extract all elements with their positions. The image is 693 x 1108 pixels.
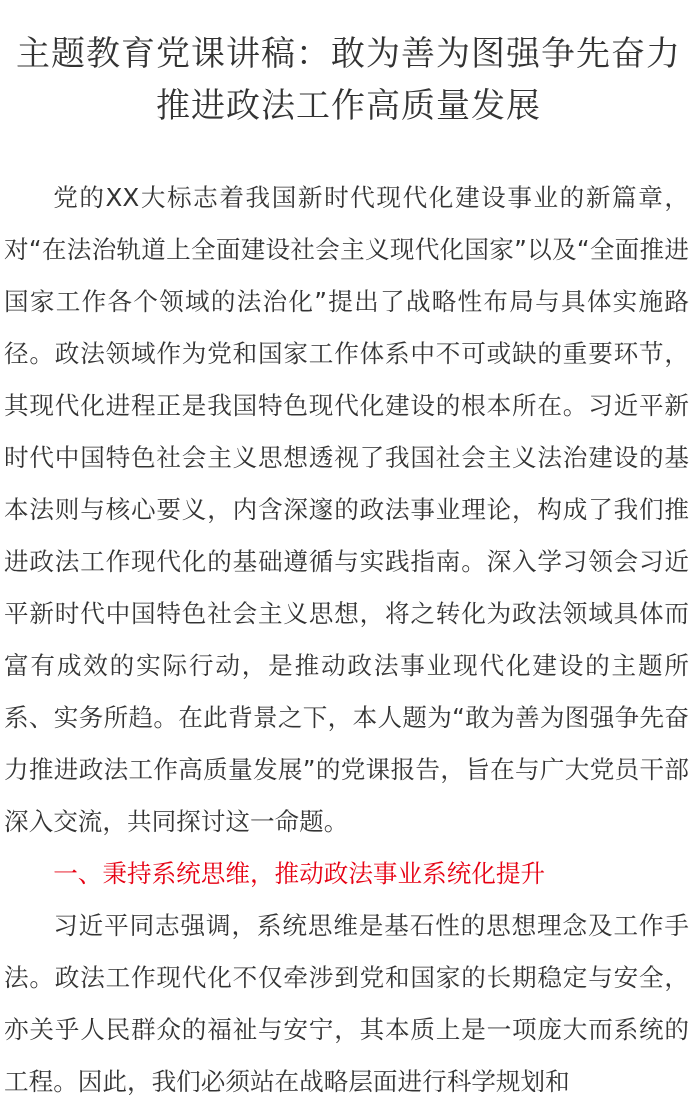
intro-paragraph: 党的XX大标志着我国新时代现代化建设事业的新篇章，对“在法治轨道上全面建设社会主义现代化国家”以及“全面推进国家工作各个领域的法治化”提出了战略性布局与具体实施路径。政法领域作为党和国家工作体系中不可或缺的重要环节，其现代化进程正是我国特色现代化建设的根本所在。习近平新时代中国特色社会主义思想透视了我国社会主义法治建设的基本法则与核心要义，内含深邃的政法事业理论，构成了我们推进政法工作现代化的基础遵循与实践指南。深入学习领会习近平新时代中国特色社会主义思想，将之转化为政法领域具体而富有成效的实际行动，是推动政法事业现代化建设的主题所系、实务所趋。在此背景之下，本人题为“敢为善为图强争先奋力推进政法工作高质量发展”的党课报告，旨在与广大党员干部深入交流，共同探讨这一命题。 (4, 183, 689, 836)
title-line-2: 推进政法工作高质量发展 (156, 86, 541, 126)
title-line-1: 主题教育党课讲稿：敢为善为图强争先奋力 (16, 34, 681, 74)
document-title (4, 0, 693, 132)
section-heading-1: 一、秉持系统思维，推动政法事业系统化提升 (53, 859, 546, 888)
section-1-paragraph: 习近平同志强调，系统思维是基石性的思想理念及工作手法。政法工作现代化不仅牵涉到党和国家的长期稳定与安全，亦关乎人民群众的福祉与安宁，其本质上是一项庞大而系统的工程。因此，我们必须站在战略层面进行科学规划和 (4, 911, 689, 1096)
document-body (4, 172, 693, 1108)
